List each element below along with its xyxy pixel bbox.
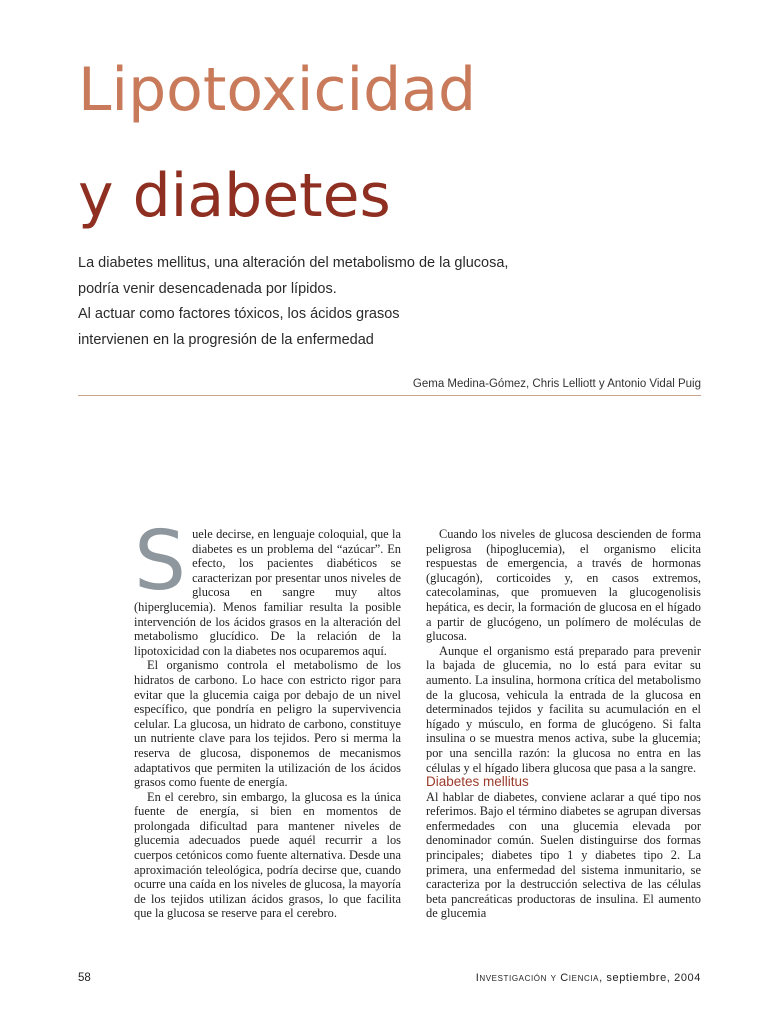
journal-footer — [476, 972, 701, 984]
paragraph: Aunque el organismo está preparado para prevenir la bajada de glucemia, no lo está para evitar su aumento. La insulina, hormona crítica del metabolismo de la glucosa, vehicula la entrada de la glucosa en determinados tejidos y facilita su acumulación en el hígado y músculo, en forma de glucógeno. Si falta insulina o se muestra menos activa, sube la glucemia; por una sencilla razón: la glucosa no entra en las células y el hígado libera glucosa que pasa a la sangre. — [426, 643, 701, 775]
paragraph-text: uele decirse, en lenguaje coloquial, que la diabetes es un problema del “azúcar”. En efecto, los pacientes diabéticos se caracterizan por presentar unos niveles de glucosa en sangre muy altos (hiperglucemia). Menos familiar resulta la posible intervención de los ácidos grasos en la alteración del metabolismo glucídico. De la relación de la lipotoxicidad con la diabetes nos ocuparemos aquí. — [134, 527, 401, 658]
deck-line: intervienen en la progresión de la enfermedad — [78, 331, 374, 348]
paragraph: Cuando los niveles de glucosa descienden de forma peligrosa (hipoglucemia), el organismo elicita respuestas de emergencia, a través de hormonas (glucagón), corticoides y, en casos extremos, catecolaminas, que promueven la glucogenolisis hepática, es decir, la formación de glucosa en el hígado a partir de glucógeno, un polímero de moléculas de glucosa. — [426, 527, 701, 644]
header-rule — [78, 395, 701, 396]
paragraph: En el cerebro, sin embargo, la glucosa es la única fuente de energía, si bien en momentos de prolongada dificultad para mantener niveles de glucemia adecuados puede aquél recurrir a los cuerpos cetónicos como fuente alternativa. Desde una aproximación teleológica, podría decirse que, cuando ocurre una caída en los niveles de glucosa, la mayoría de los tejidos utilizan ácidos grasos, lo que facilita que la glucosa se reserve para el cerebro. — [134, 789, 401, 921]
body-column-1 — [134, 514, 401, 921]
paragraph: Al hablar de diabetes, conviene aclarar a qué tipo nos referimos. Bajo el término diabetes se agrupan diversas enfermedades con una glucemia elevada por denominador común. Suelen distinguirse dos formas principales; diabetes tipo 1 y diabetes tipo 2. La primera, una enfermedad del sistema inmunitario, se caracteriza por la destrucción selectiva de las células beta pancreáticas productoras de insulina. El aumento de glucemia — [426, 789, 701, 921]
deck-line: podría venir desencadenada por lípidos. — [78, 280, 337, 297]
journal-date: , septiembre, 2004 — [599, 972, 701, 984]
body-column-2 — [426, 527, 701, 921]
page-number: 58 — [78, 972, 91, 984]
journal-name: Investigación y Ciencia — [475, 972, 600, 984]
title-line-2: y diabetes — [78, 161, 391, 231]
drop-cap: S — [134, 514, 187, 609]
paragraph: El organismo controla el metabolismo de los hidratos de carbono. Lo hace con estricto rigor para evitar que la glucemia caiga por debajo de un nivel específico, que pondría en peligro la supervivencia celular. La glucosa, un hidrato de carbono, constituye un nutriente clave para los tejidos. Pero si merma la reserva de glucosa, disponemos de mecanismos adaptativos que permiten la utilización de los ácidos grasos como fuente de energía. — [134, 658, 401, 790]
paragraph — [134, 514, 401, 658]
authors-byline: Gema Medina-Gómez, Chris Lelliott y Antonio Vidal Puig — [412, 378, 701, 390]
deck-line: Al actuar como factores tóxicos, los ácidos grasos — [78, 306, 400, 322]
section-subhead: Diabetes mellitus — [426, 774, 529, 790]
deck — [78, 251, 638, 353]
title-line-1: Lipotoxicidad — [78, 55, 477, 125]
deck-line: La diabetes mellitus, una alteración del metabolismo de la glucosa, — [78, 255, 509, 271]
